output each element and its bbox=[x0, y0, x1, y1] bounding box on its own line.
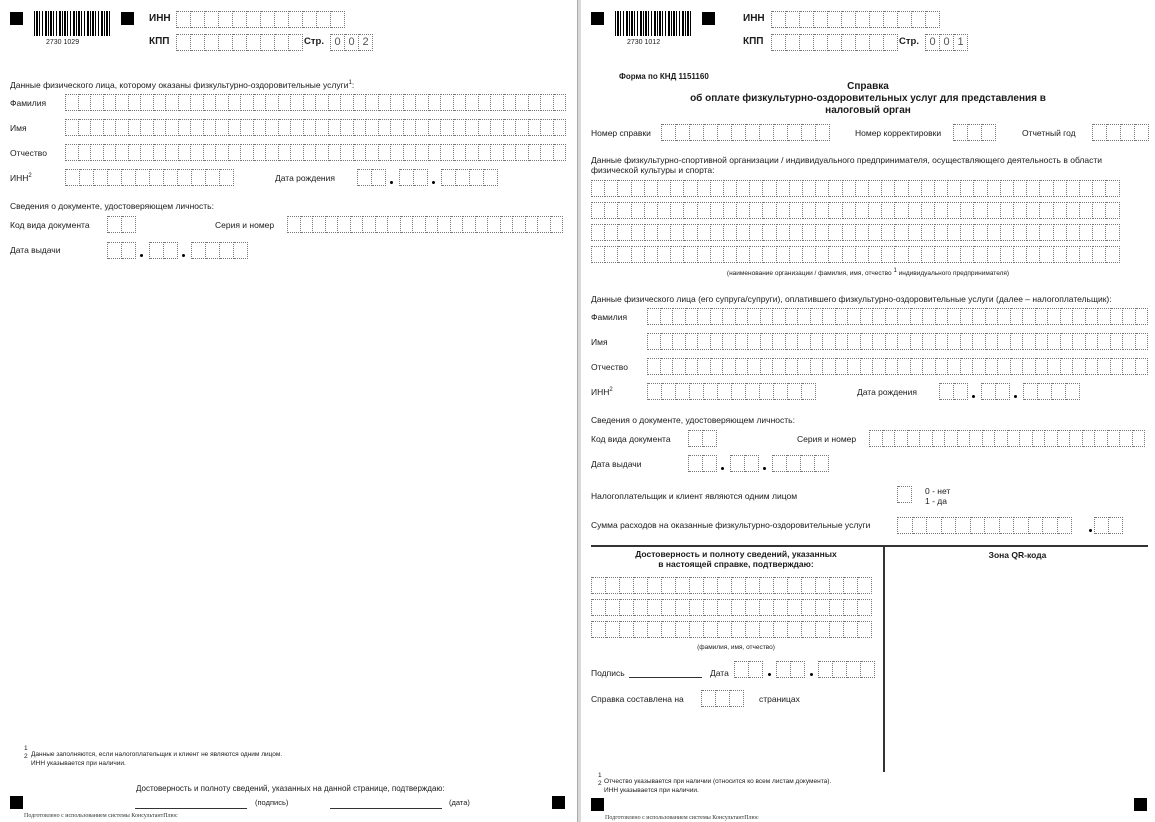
surname-label: Фамилия bbox=[10, 98, 47, 108]
page-label: Стр. bbox=[899, 36, 919, 47]
inn-person-label: ИНН$^2$ bbox=[10, 173, 32, 183]
page-digit: 1 bbox=[954, 34, 968, 51]
date-separator bbox=[432, 181, 435, 184]
corner-marker bbox=[10, 796, 23, 809]
inn-cells[interactable] bbox=[771, 11, 940, 28]
birth-date-label: Дата рождения bbox=[275, 173, 335, 183]
date-separator bbox=[972, 395, 975, 398]
barcode-number: 2730 1012 bbox=[627, 39, 661, 46]
doc-code-cells[interactable] bbox=[688, 430, 717, 447]
form-page-1 bbox=[581, 0, 1155, 822]
name-label: Имя bbox=[10, 123, 27, 133]
issue-year-cells[interactable] bbox=[772, 455, 829, 472]
confirm-line-1: Достоверность и полноту сведений, указанных bbox=[635, 549, 837, 559]
footnote-sup: 2 bbox=[24, 753, 28, 760]
barcode bbox=[615, 11, 693, 36]
date-separator bbox=[1014, 395, 1017, 398]
birth-month-cells[interactable] bbox=[399, 169, 428, 186]
corner-marker bbox=[1134, 798, 1147, 811]
surname-cells[interactable] bbox=[65, 94, 566, 111]
page-number-cells bbox=[330, 34, 373, 51]
birth-year-cells[interactable] bbox=[441, 169, 498, 186]
date-separator bbox=[390, 181, 393, 184]
footnote-1: Данные заполняются, если налогоплательщик и клиент не являются одним лицом. bbox=[31, 751, 283, 758]
name-cells[interactable] bbox=[65, 119, 566, 136]
corner-marker bbox=[702, 12, 715, 25]
surname-cells[interactable] bbox=[647, 308, 1148, 325]
footnote-2: ИНН указывается при наличии. bbox=[31, 760, 126, 767]
footnote-1: Отчество указывается при наличии (относится ко всем листам документа). bbox=[604, 778, 832, 785]
decimal-separator bbox=[1089, 529, 1092, 532]
date-separator bbox=[763, 467, 766, 470]
expense-sum-label: Сумма расходов на оказанные физкультурно-оздоровительные услуги bbox=[591, 520, 871, 530]
surname-label: Фамилия bbox=[591, 312, 628, 322]
org-name-row[interactable] bbox=[591, 180, 1120, 197]
patronymic-label: Отчество bbox=[591, 362, 628, 372]
issue-day-cells[interactable] bbox=[107, 242, 136, 259]
date-separator bbox=[140, 254, 143, 257]
patronymic-cells[interactable] bbox=[65, 144, 566, 161]
birth-year-cells[interactable] bbox=[1023, 383, 1080, 400]
org-section-line-1: Данные физкультурно-спортивной организации / индивидуального предпринимателя, осуществляющего деятельность в области bbox=[591, 155, 1103, 165]
prepared-by: Подготовлено с использованием системы КонсультантПлюс bbox=[605, 815, 759, 821]
signature-label: Подпись bbox=[591, 668, 625, 678]
inn-payer-cells[interactable] bbox=[647, 383, 816, 400]
series-cells[interactable] bbox=[287, 216, 563, 233]
sign-day-cells[interactable] bbox=[734, 661, 763, 678]
issue-month-cells[interactable] bbox=[730, 455, 759, 472]
date-separator bbox=[721, 467, 724, 470]
issue-year-cells[interactable] bbox=[191, 242, 248, 259]
page-digit: 0 bbox=[331, 34, 345, 51]
option-no: 0 - нет bbox=[925, 486, 951, 496]
footnote-sup: 1 bbox=[24, 745, 28, 752]
inn-label: ИНН bbox=[149, 13, 171, 24]
patronymic-cells[interactable] bbox=[647, 358, 1148, 375]
same-person-label: Налогоплательщик и клиент являются одним лицом bbox=[591, 491, 798, 501]
signer-name-row[interactable] bbox=[591, 621, 872, 638]
corner-marker bbox=[591, 12, 604, 25]
year-label: Отчетный год bbox=[1022, 128, 1076, 138]
date-label: Дата bbox=[710, 668, 729, 678]
footnote-2: ИНН указывается при наличии. bbox=[604, 787, 699, 794]
prepared-by: Подготовлено с использованием системы КонсультантПлюс bbox=[24, 813, 178, 819]
form-code: Форма по КНД 1151160 bbox=[619, 72, 709, 81]
page-digit: 0 bbox=[940, 34, 954, 51]
date-separator bbox=[768, 673, 771, 676]
year-cells[interactable] bbox=[1092, 124, 1149, 141]
birth-month-cells[interactable] bbox=[981, 383, 1010, 400]
issue-date-label: Дата выдачи bbox=[10, 245, 61, 255]
org-name-row[interactable] bbox=[591, 224, 1120, 241]
qr-zone-divider bbox=[883, 545, 885, 772]
confirm-text: Достоверность и полноту сведений, указанных на данной странице, подтверждаю: bbox=[136, 784, 445, 793]
corner-marker bbox=[10, 12, 23, 25]
name-label: Имя bbox=[591, 337, 608, 347]
confirm-line-2: в настоящей справке, подтверждаю: bbox=[658, 559, 814, 569]
signer-name-row[interactable] bbox=[591, 577, 872, 594]
issue-month-cells[interactable] bbox=[149, 242, 178, 259]
org-section-line-2: физической культуры и спорта: bbox=[591, 165, 715, 175]
section-divider bbox=[591, 545, 1148, 547]
expense-kopeck-cells[interactable] bbox=[1094, 517, 1123, 534]
date-separator bbox=[810, 673, 813, 676]
barcode bbox=[34, 11, 112, 36]
signature-line[interactable] bbox=[629, 677, 702, 678]
series-label: Серия и номер bbox=[797, 434, 857, 444]
doc-section-title: Сведения о документе, удостоверяющем личность: bbox=[591, 415, 795, 425]
qr-zone-label: Зона QR-кода bbox=[988, 550, 1047, 560]
cert-number-label: Номер справки bbox=[591, 128, 651, 138]
page-number-cells bbox=[925, 34, 968, 51]
payer-section-title: Данные физического лица (его супруга/супруги), оплатившего физкультурно-оздоровительные услуги (далее – налогоплательщик): bbox=[591, 294, 1112, 304]
series-cells[interactable] bbox=[869, 430, 1145, 447]
org-caption: (наименование организации / фамилия, имя, отчество $^1$ индивидуального предпринимателя) bbox=[726, 267, 1010, 277]
signature-line[interactable] bbox=[135, 808, 247, 809]
corner-marker bbox=[552, 796, 565, 809]
corner-marker bbox=[121, 12, 134, 25]
sign-month-cells[interactable] bbox=[776, 661, 805, 678]
org-name-row[interactable] bbox=[591, 246, 1120, 263]
name-cells[interactable] bbox=[647, 333, 1148, 350]
pages-suffix: страницах bbox=[759, 694, 800, 704]
doc-code-label: Код вида документа bbox=[10, 220, 90, 230]
date-separator bbox=[182, 254, 185, 257]
pages-count-cells[interactable] bbox=[701, 690, 744, 707]
page-digit: 0 bbox=[345, 34, 359, 51]
cert-number-cells[interactable] bbox=[661, 124, 830, 141]
date-line[interactable] bbox=[330, 808, 442, 809]
inn-payer-label: ИНН$^2$ bbox=[591, 387, 613, 397]
sign-year-cells[interactable] bbox=[818, 661, 875, 678]
corner-marker bbox=[591, 798, 604, 811]
birth-day-cells[interactable] bbox=[357, 169, 386, 186]
inn-label: ИНН bbox=[743, 13, 765, 24]
form-page-2 bbox=[0, 0, 577, 822]
doc-section-title: Сведения о документе, удостоверяющем личность: bbox=[10, 201, 214, 211]
doc-code-label: Код вида документа bbox=[591, 434, 671, 444]
inn-person-cells[interactable] bbox=[65, 169, 234, 186]
date-caption: (дата) bbox=[449, 798, 470, 807]
option-yes: 1 - да bbox=[925, 496, 947, 506]
series-label: Серия и номер bbox=[215, 220, 275, 230]
page-label: Стр. bbox=[304, 36, 324, 47]
same-person-cell[interactable] bbox=[897, 486, 912, 503]
page-digit: 2 bbox=[359, 34, 373, 51]
fio-caption: (фамилия, имя, отчество) bbox=[697, 644, 775, 651]
kpp-label: КПП bbox=[149, 36, 170, 47]
signature-caption: (подпись) bbox=[255, 798, 289, 807]
form-title-line-3: налоговый орган bbox=[825, 105, 911, 116]
footnote-sup: 1 bbox=[598, 772, 602, 779]
form-title-line-2: об оплате физкультурно-оздоровительных услуг для представления в bbox=[690, 93, 1046, 104]
correction-cells[interactable] bbox=[953, 124, 996, 141]
section-title: Данные физического лица, которому оказаны физкультурно-оздоровительные услуги$^1$: bbox=[10, 80, 355, 90]
org-name-row[interactable] bbox=[591, 202, 1120, 219]
page-digit: 0 bbox=[926, 34, 940, 51]
correction-label: Номер корректировки bbox=[855, 128, 942, 138]
birth-day-cells[interactable] bbox=[939, 383, 968, 400]
issue-day-cells[interactable] bbox=[688, 455, 717, 472]
inn-cells[interactable] bbox=[176, 11, 345, 28]
issue-date-label: Дата выдачи bbox=[591, 459, 642, 469]
expense-sum-cells[interactable] bbox=[897, 517, 1072, 534]
kpp-label: КПП bbox=[743, 36, 764, 47]
kpp-cells[interactable] bbox=[771, 34, 898, 51]
signer-name-row[interactable] bbox=[591, 599, 872, 616]
footnote-sup: 2 bbox=[598, 780, 602, 787]
birth-date-label: Дата рождения bbox=[857, 387, 917, 397]
form-title-line-1: Справка bbox=[847, 81, 889, 92]
barcode-number: 2730 1029 bbox=[46, 39, 80, 46]
kpp-cells[interactable] bbox=[176, 34, 303, 51]
pages-count-label: Справка составлена на bbox=[591, 694, 684, 704]
doc-code-cells[interactable] bbox=[107, 216, 136, 233]
patronymic-label: Отчество bbox=[10, 148, 47, 158]
